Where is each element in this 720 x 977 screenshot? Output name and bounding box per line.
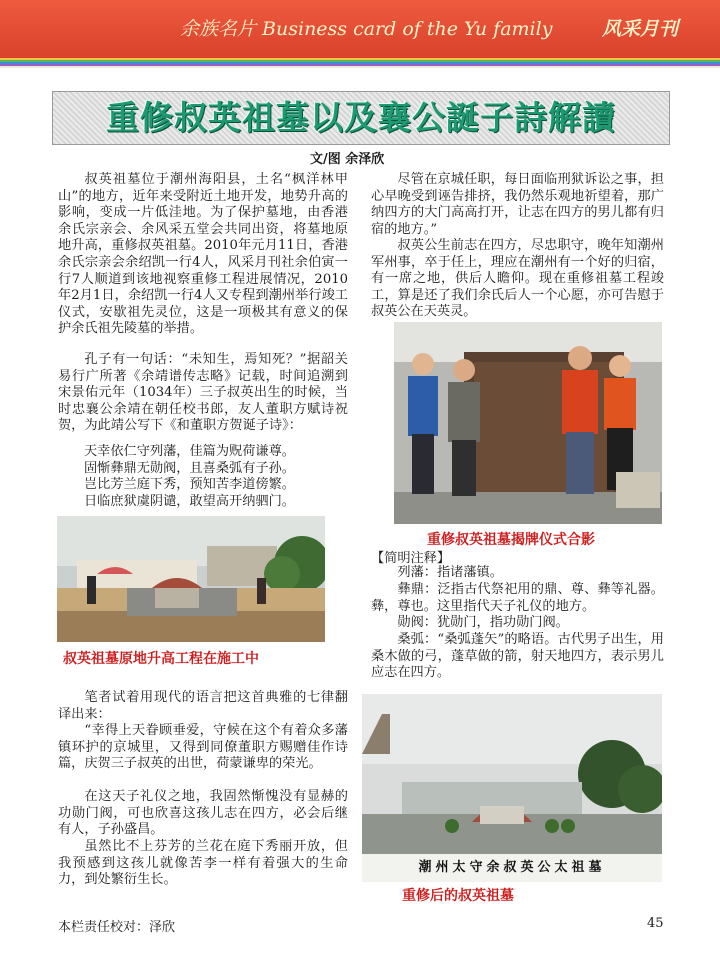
poem-line: 天幸依仁守列藩，佳篇为贶荷谦尊。 (84, 444, 295, 459)
left-paragraph-4: “幸得上天眷顾垂爱，守候在这个有着众多藩镇环护的京城里，又得到同僚董职方赐赠佳作诗篇，庆贺三子叔英的出世，荷蒙谦卑的荣光。 (58, 723, 348, 772)
note-item: 勋阀：犹勋门，指功勋门阀。 (397, 615, 569, 630)
left-paragraph-3: 笔者试着用现代的语言把这首典雅的七律翻译出来： (58, 690, 348, 722)
header-bar (0, 0, 720, 58)
article-title: 重修叔英祖墓以及襄公誕子詩解讀 (106, 98, 616, 137)
notes-title: 【简明注释】 (371, 551, 451, 566)
magazine-banner: 余族名片 Business card of the Yu family (180, 18, 553, 40)
left-paragraph-6: 虽然比不上芬芳的兰花在庭下秀丽开放，但我预感到这孩儿就像苦李一样有着强大的生命力，到处繁衍生长。 (58, 839, 348, 888)
magazine-name: 风采月刊 (601, 18, 678, 40)
byline: 文/图 余泽欣 (310, 152, 385, 167)
note-item: 桑弧：“桑弧蓬矢”的略语。古代男子出生，用桑木做的弓，蓬草做的箭，射天地四方，表示男儿应志在四方。 (371, 632, 664, 681)
poem-line: 岂比芳兰庭下秀，预知苦李道傍繁。 (84, 477, 295, 493)
tomb-photo (362, 694, 662, 882)
right-paragraph-2: 叔英公生前志在四方，尽忠职守，晚年知潮州军州事，卒于任上，理应在潮州有一个好的归宿，有一席之地，供后人瞻仰。现在重修祖墓工程竣工，算是还了我们余氏后人一个心愿，亦可告慰于叔英公在天英灵。 (371, 238, 664, 320)
page-number: 45 (647, 916, 664, 931)
left-paragraph-1: 叔英祖墓位于潮州海阳县，土名“枫洋林甲山”的地方，近年来受附近土地开发，地势升高的影响，变成一片低洼地。为了保护墓地，由香港余氏宗亲会、余风采五堂会共同出资，将墓地原地升高，重修叔英祖墓。2010年元月11日，香港余氏宗亲会余绍凯一行4人，风采月刊社余伯寅一行7人顺道到该地视察重修工程进展情况，2010年2月1日，余绍凯一行4人又专程到潮州举行竣工仪式，安歇祖先灵位，这是一项极其有意义的保护余氏祖先陵墓的举措。 (58, 172, 348, 337)
photo-caption-construction: 叔英祖墓原地升高工程在施工中 (63, 651, 259, 667)
left-paragraph-5: 在这天子礼仪之地，我固然惭愧没有显赫的功勋门阀，可也欣喜这孩儿志在四方，必会后继有人，子孙盛昌。 (58, 789, 348, 838)
tomb-inscription: 潮州太守余叔英公太祖墓 (362, 854, 662, 882)
left-paragraph-2: 孔子有一句话：“未知生，焉知死？”据韶关易行广所著《余靖谱传志略》记载，时间追溯到宋景佑元年（1034年）三子叔英出生的时候，当时忠襄公余靖在朝任校书郎，友人董职方赋诗祝贺，为此靖公写下《和董职方贺诞子诗》： (58, 352, 348, 434)
photo-caption-tomb: 重修后的叔英祖墓 (402, 888, 514, 904)
right-paragraph-1: 尽管在京城任职，每日面临刑狱诉讼之事，担心早晚受到诬告排挤，我仍然乐观地祈望着，那广纳四方的大门高高打开，让志在四方的男儿都有归宿的地方。” (371, 172, 664, 237)
construction-photo (57, 516, 325, 642)
poem-line: 固惭彝鼎无勋阀，且喜桑弧有子孙。 (84, 460, 295, 476)
poem (84, 444, 295, 510)
color-stripes (0, 58, 720, 68)
note-item: 列藩：指诸藩镇。 (397, 565, 503, 580)
poem-line: 日临庶狱虞阴谴，敢望高开纳驷门。 (84, 493, 295, 509)
note-item: 彝鼎：泛指古代祭祀用的鼎、尊、彝等礼器。彝，尊也。这里指代天子礼仪的地方。 (371, 582, 664, 614)
proofreader-credit: 本栏责任校对：泽欣 (58, 920, 176, 935)
ceremony-photo (394, 322, 662, 524)
photo-caption-ceremony: 重修叔英祖墓揭牌仪式合影 (427, 532, 595, 548)
title-box (52, 91, 670, 145)
